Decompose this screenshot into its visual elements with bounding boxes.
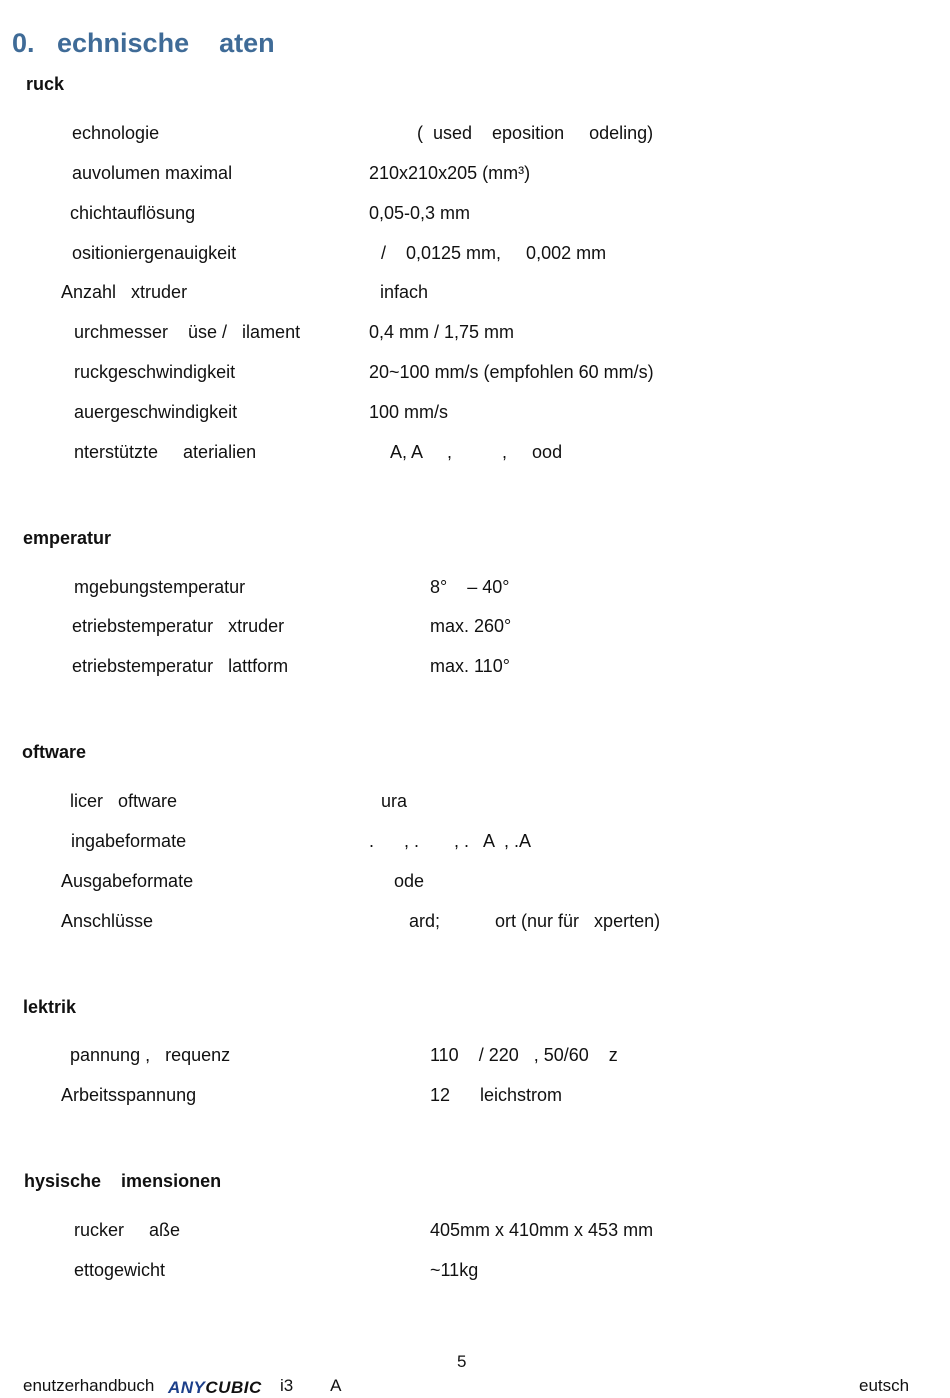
spec-label: licer oftware — [70, 791, 178, 811]
spec-label: Ausgabeformate — [61, 871, 194, 891]
brand-logo — [168, 1378, 262, 1398]
spec-value: 0,05-0,3 mm — [369, 203, 471, 223]
spec-label: ettogewicht — [74, 1260, 166, 1280]
spec-value: ura — [381, 791, 408, 811]
spec-value: ode — [394, 871, 425, 891]
spec-label: pannung , requenz — [70, 1045, 231, 1065]
spec-value: A, A , , ood — [390, 442, 563, 462]
spec-value: infach — [380, 282, 429, 302]
spec-label: mgebungstemperatur — [74, 577, 246, 597]
spec-value: ( used eposition odeling) — [417, 123, 654, 143]
spec-value: max. 260° — [430, 616, 512, 636]
spec-label: chichtauflösung — [70, 203, 196, 223]
footer-left: enutzerhandbuch — [23, 1376, 155, 1395]
footer-model: i3 A — [280, 1376, 342, 1395]
page-number: 5 — [457, 1352, 467, 1371]
spec-value: 100 mm/s — [369, 402, 449, 422]
brand-part1: ANY — [168, 1378, 206, 1397]
section-heading-dimensionen: hysische imensionen — [24, 1171, 222, 1191]
page-title: 0. echnische aten — [12, 28, 275, 58]
spec-label: ingabeformate — [71, 831, 187, 851]
spec-label: ositioniergenauigkeit — [72, 243, 237, 263]
spec-value: 8° – 40° — [430, 577, 510, 597]
spec-value: 20~100 mm/s (empfohlen 60 mm/s) — [369, 362, 654, 382]
spec-label: Anzahl xtruder — [61, 282, 188, 302]
spec-label: auergeschwindigkeit — [74, 402, 238, 422]
spec-value: 0,4 mm / 1,75 mm — [369, 322, 515, 342]
spec-label: auvolumen maximal — [72, 163, 233, 183]
spec-value: 210x210x205 (mm³) — [369, 163, 531, 183]
spec-value: ~11kg — [430, 1260, 479, 1280]
spec-label: ruckgeschwindigkeit — [74, 362, 236, 382]
spec-value: ard; ort (nur für xperten) — [409, 911, 661, 931]
spec-label: echnologie — [72, 123, 160, 143]
spec-value: / 0,0125 mm, 0,002 mm — [381, 243, 607, 263]
spec-value: 110 / 220 , 50/60 z — [430, 1045, 618, 1065]
spec-label: etriebstemperatur lattform — [72, 656, 289, 676]
spec-value: max. 110° — [430, 656, 510, 676]
section-heading-elektrik: lektrik — [23, 997, 77, 1017]
spec-label: urchmesser üse / ilament — [74, 322, 301, 342]
footer-right: eutsch — [859, 1376, 910, 1395]
spec-label: rucker aße — [74, 1220, 181, 1240]
section-heading-druck: ruck — [26, 74, 65, 94]
section-heading-temperatur: emperatur — [23, 528, 112, 548]
spec-value: 12 leichstrom — [430, 1085, 563, 1105]
spec-label: nterstützte aterialien — [74, 442, 257, 462]
section-heading-software: oftware — [22, 742, 87, 762]
spec-label: Anschlüsse — [61, 911, 154, 931]
spec-label: Arbeitsspannung — [61, 1085, 197, 1105]
spec-value: 405mm x 410mm x 453 mm — [430, 1220, 654, 1240]
spec-value: . , . , . A , .A — [369, 831, 532, 851]
spec-label: etriebstemperatur xtruder — [72, 616, 285, 636]
brand-part2: CUBIC — [205, 1378, 262, 1397]
